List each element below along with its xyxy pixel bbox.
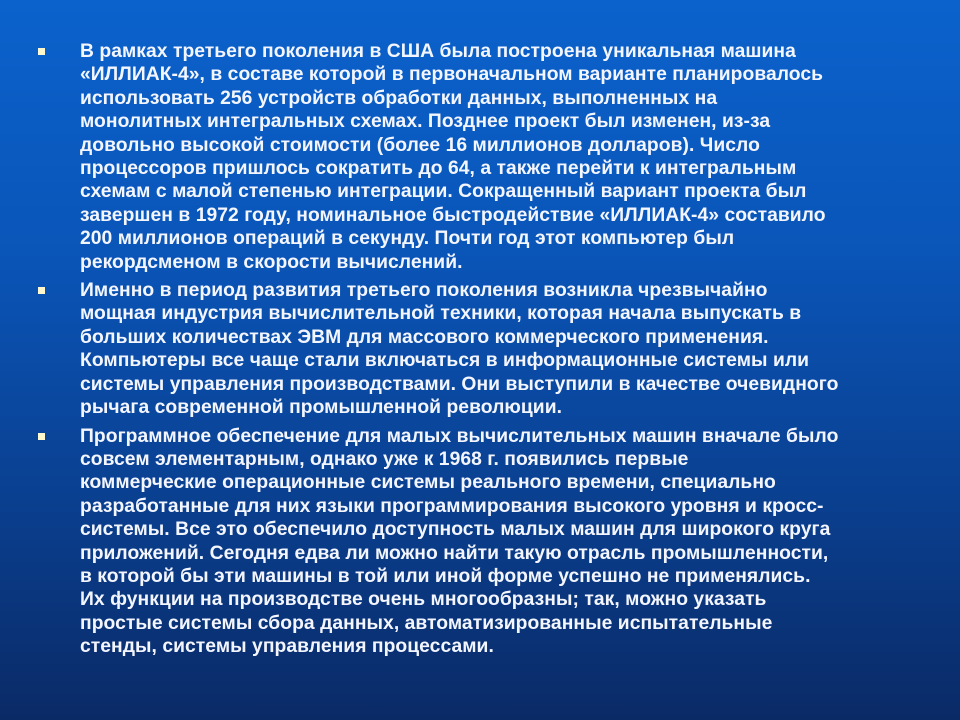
bullet-text-line: Именно в период развития третьего поколения возникла чрезвычайно (80, 280, 768, 302)
bullet-text-line: В рамках третьего поколения в США была построена уникальная машина (80, 41, 796, 62)
bullet-text-line: «ИЛЛИАК-4», в составе которой в первоначальном варианте планировалось (80, 64, 824, 86)
bullet-text-line: рекордсменом в скорости вычислений. (80, 251, 463, 273)
bullet-text-line: совсем элементарным, однако уже к 1968 г. появились первые (80, 448, 689, 470)
bullet-text-line: системы. Все это обеспечило доступность малых машин для широкого круга (80, 519, 831, 541)
bullet-text-line: приложений. Сегодня едва ли можно найти такую отрасль промышленности, (80, 542, 829, 564)
bullet-text-line: стенды, системы управления процессами. (80, 636, 494, 658)
bullet-item (0, 279, 960, 419)
bullet-text-line: в которой бы эти машины в той или иной форме успешно не применялись. (80, 565, 811, 587)
bullet-text-line: мощная индустрия вычислительной техники, которая начала выпускать в (80, 303, 802, 325)
bullet-text-line: системы управления производствами. Они выступили в качестве очевидного (80, 373, 839, 395)
square-bullet-icon (38, 48, 45, 55)
bullet-text-line: Их функции на производстве очень многообразны; так, можно указать (80, 589, 767, 611)
bullet-text-line: 200 миллионов операций в секунду. Почти год этот компьютер был (80, 228, 735, 250)
bullet-text-line: завершен в 1972 году, номинальное быстродействие «ИЛЛИАК-4» составило (80, 204, 826, 226)
bullet-text-line: довольно высокой стоимости (более 16 миллионов долларов). Число (80, 134, 760, 156)
bullet-text-line: простые системы сбора данных, автоматизированные испытательные (80, 612, 773, 634)
square-bullet-icon (38, 433, 45, 440)
bullet-text-line: рычага современной промышленной революции. (80, 397, 563, 419)
bullet-text-line: Программное обеспечение для малых вычислительных машин вначале было (80, 425, 839, 447)
bullet-text-line: разработанные для них языки программирования высокого уровня и кросс- (80, 495, 824, 517)
bullet-text-line: больших количествах ЭВМ для массового коммерческого применения. (80, 326, 769, 348)
square-bullet-icon (38, 287, 45, 294)
bullet-text-line: схемам с малой степенью интеграции. Сокращенный вариант проекта был (80, 181, 807, 203)
bullet-text-line: Компьютеры все чаще стали включаться в информационные системы или (80, 350, 810, 372)
bullet-item (0, 40, 960, 274)
bullet-list (0, 40, 960, 664)
bullet-text-line: монолитных интегральных схемах. Позднее проект был изменен, из-за (80, 111, 771, 133)
bullet-text-line: процессоров пришлось сократить до 64, а также перейти к интегральным (80, 158, 797, 180)
bullet-text-line: использовать 256 устройств обработки данных, выполненных на (80, 87, 718, 109)
bullet-item (0, 425, 960, 659)
bullet-text-line: коммерческие операционные системы реального времени, специально (80, 472, 776, 494)
